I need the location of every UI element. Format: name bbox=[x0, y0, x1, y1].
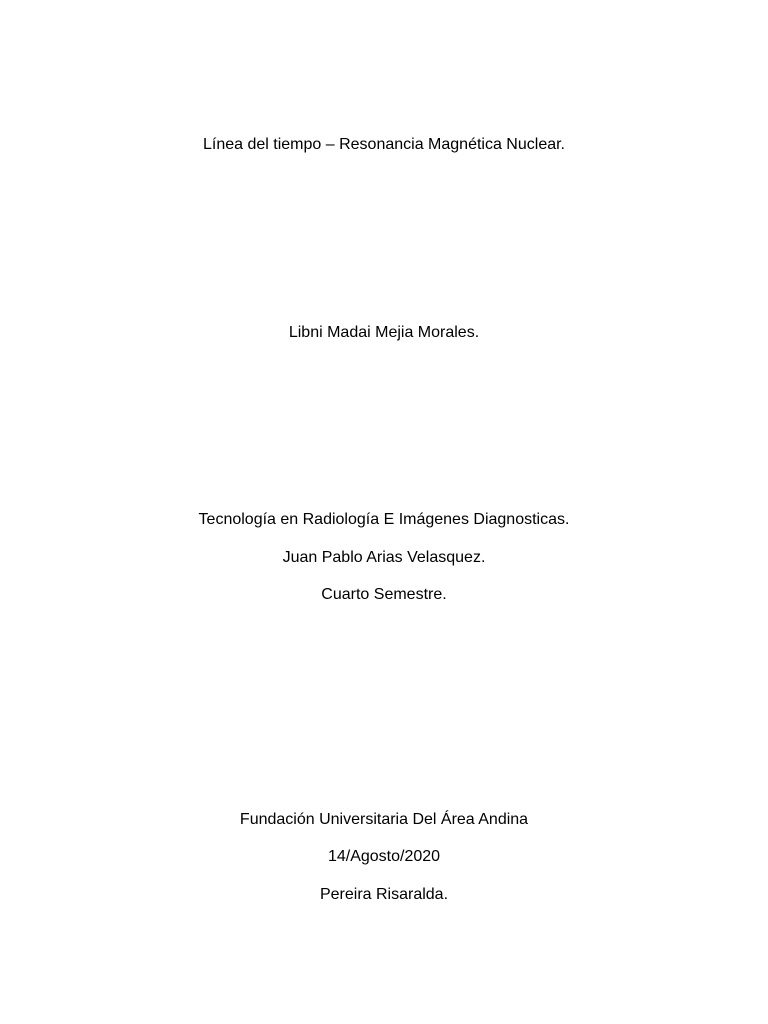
institution-name: Fundación Universitaria Del Área Andina bbox=[239, 811, 529, 828]
teacher-name: Juan Pablo Arias Velasquez. bbox=[282, 549, 486, 566]
document-title: Línea del tiempo – Resonancia Magnética Nuclear. bbox=[203, 136, 565, 153]
program-name: Tecnología en Radiología E Imágenes Diagnosticas. bbox=[198, 511, 570, 528]
city-name: Pereira Risaralda. bbox=[319, 886, 449, 903]
author-name: Libni Madai Mejia Morales. bbox=[288, 324, 480, 341]
document-date: 14/Agosto/2020 bbox=[327, 848, 441, 865]
semester: Cuarto Semestre. bbox=[321, 586, 447, 603]
